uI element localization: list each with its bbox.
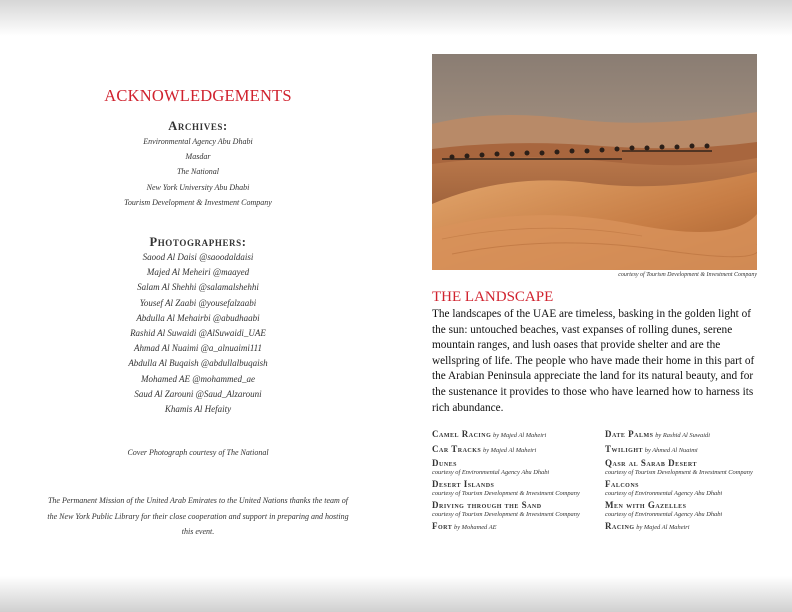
caption-credit: by Mohamed AE	[454, 524, 497, 531]
captions-column-1	[432, 430, 602, 537]
caption-subcredit: courtesy of Tourism Development & Investment Company	[605, 468, 753, 476]
caption-subcredit: courtesy of Environmental Agency Abu Dhabi	[605, 510, 723, 518]
desert-photo-illustration	[432, 54, 757, 270]
caption-credit: by Rashid Al Suwaidi	[655, 432, 710, 439]
photographers-section	[60, 235, 336, 417]
caption-title: Driving through the Sand	[432, 500, 542, 510]
caption-title: Camel Racing	[432, 429, 492, 439]
bottom-gradient-bar	[0, 576, 792, 612]
photographer-item: Rashid Al Suwaidi @AlSuwaidi_UAE	[130, 328, 266, 339]
caption-subcredit: courtesy of Tourism Development & Investment Company	[432, 510, 580, 518]
caption-credit: by Majed Al Maheiri	[493, 432, 547, 439]
caption-credit: by Majed Al Maheiri	[636, 524, 690, 531]
photographer-item: Salam Al Shehhi @salamalshehhi	[137, 282, 259, 293]
caption-item	[605, 445, 765, 456]
archives-section	[60, 119, 336, 210]
landscape-heading: THE LANDSCAPE	[432, 289, 554, 305]
photographer-item: Saood Al Daisi @saoodaldaisi	[142, 252, 254, 262]
archive-item: Tourism Development & Investment Company	[124, 197, 272, 207]
caption-item	[432, 501, 602, 518]
caption-title: Qasr al Sarab Desert	[605, 458, 698, 468]
photographer-item: Saud Al Zarouni @Saud_Alzarouni	[134, 388, 262, 399]
photographer-item: Majed Al Meheiri @maayed	[146, 267, 250, 278]
caption-item	[605, 480, 765, 497]
photographers-heading: Photographers:	[149, 235, 247, 249]
landscape-body: The landscapes of the UAE are timeless, basking in the golden light of the sun: untouched beaches, vast expanses of rolling dunes, serene mountain ranges, and lush oases that provide shelter and are the wellspring of life. The people who have made their home in this part of the Arabian Peninsula appreciate the land for its natural beauty, and for the sustenance it provides to those who have learned how to harness its rich abundance.	[432, 308, 755, 414]
caption-subcredit: courtesy of Environmental Agency Abu Dhabi	[432, 468, 550, 476]
photographer-item: Yousef Al Zaabi @yousefalzaabi	[139, 297, 257, 308]
caption-title: Fort	[432, 521, 453, 531]
photographer-item: Ahmad Al Nuaimi @a_alnuaimi111	[133, 343, 263, 354]
photographer-item: Abdulla Al Mehairbi @abudhaabi	[136, 312, 260, 323]
caption-credit: by Ahmed Al Nuaimi	[644, 446, 698, 454]
caption-title: Twilight	[605, 443, 644, 454]
top-gradient-bar	[0, 0, 792, 36]
caption-subcredit: courtesy of Environmental Agency Abu Dhabi	[605, 489, 723, 497]
caption-item	[605, 430, 765, 441]
photographers-list	[60, 250, 336, 417]
photographer-item: Mohamed AE @mohammed_ae	[140, 373, 256, 384]
archives-list	[60, 134, 336, 210]
caption-item	[605, 459, 765, 476]
caption-title: Date Palms	[605, 429, 654, 439]
photo-credit: courtesy of Tourism Development & Investment Company	[618, 272, 757, 278]
caption-title: Falcons	[605, 479, 640, 489]
photographer-item: Khamis Al Hefaity	[164, 404, 232, 415]
archive-item: New York University Abu Dhabi	[146, 182, 250, 192]
acknowledgements-page	[47, 86, 349, 536]
photographer-item: Abdulla Al Buqaish @abdullalbuqaish	[128, 358, 268, 369]
caption-item	[432, 480, 602, 497]
thanks-note: The Permanent Mission of the United Arab Emirates to the United Nations thanks the team of the New York Public Library for their close cooperation and support in preparing and hosting this event.	[47, 496, 349, 536]
archive-item: Masdar	[185, 152, 211, 162]
caption-item	[432, 430, 602, 441]
captions-column-2	[605, 430, 765, 537]
acknowledgements-title: ACKNOWLEDGEMENTS	[104, 86, 292, 105]
caption-title: Dunes	[432, 458, 458, 468]
desert-camel-photo	[432, 54, 757, 270]
caption-title: Car Tracks	[432, 443, 482, 454]
caption-subcredit: courtesy of Tourism Development & Investment Company	[432, 489, 580, 497]
caption-credit: by Majed Al Maheiri	[483, 446, 537, 454]
archives-heading: Archives:	[168, 119, 228, 133]
caption-item	[432, 522, 602, 533]
cover-credit: Cover Photograph courtesy of The National	[127, 448, 269, 457]
caption-item	[605, 522, 765, 533]
caption-item	[432, 459, 602, 476]
caption-item	[605, 501, 765, 518]
caption-title: Racing	[605, 521, 635, 531]
caption-title: Desert Islands	[432, 479, 495, 489]
archive-item: The National	[176, 167, 219, 177]
caption-title: Men with Gazelles	[605, 500, 687, 510]
archive-item: Environmental Agency Abu Dhabi	[143, 137, 253, 146]
caption-item	[432, 445, 602, 456]
